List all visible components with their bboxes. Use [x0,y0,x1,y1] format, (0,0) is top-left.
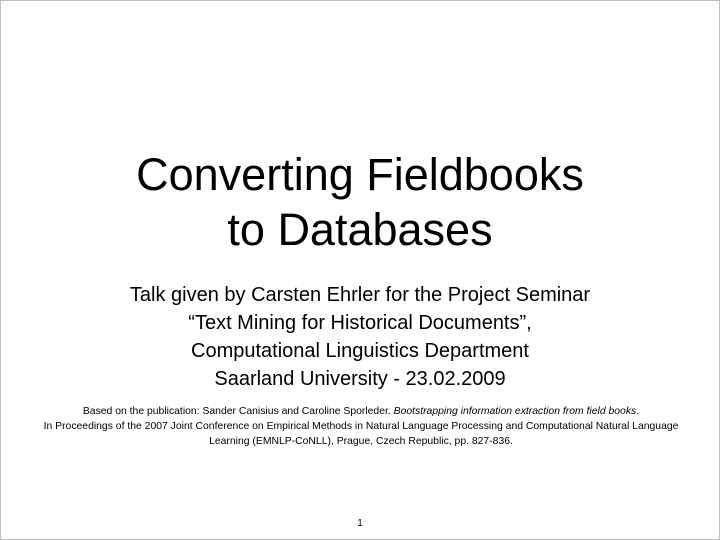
citation-authors: Based on the publication: Sander Canisius and Caroline Sporleder. [82,406,394,417]
citation-line-1 [5,404,717,419]
slide-title-line: to Databases [227,204,493,255]
slide-subtitle [1,281,719,393]
subtitle-line: Saarland University - 23.02.2009 [214,368,506,390]
publication-citation [5,404,717,449]
slide-title [1,147,719,257]
citation-period: . [636,406,640,417]
citation-paper-title: Bootstrapping information extraction from field books [393,406,637,417]
slide-title-line: Converting Fieldbooks [136,149,584,200]
subtitle-line: “Text Mining for Historical Documents”, [188,312,532,334]
subtitle-line: Talk given by Carsten Ehrler for the Project Seminar [129,284,591,306]
subtitle-line: Computational Linguistics Department [191,340,529,362]
citation-line-3: Learning (EMNLP-CoNLL), Prague, Czech Republic, pp. 827-836. [209,436,513,447]
page-number: 1 [357,518,363,529]
citation-line-2: In Proceedings of the 2007 Joint Conference on Empirical Methods in Natural Language Processing and Computational Natural Language [43,421,679,432]
